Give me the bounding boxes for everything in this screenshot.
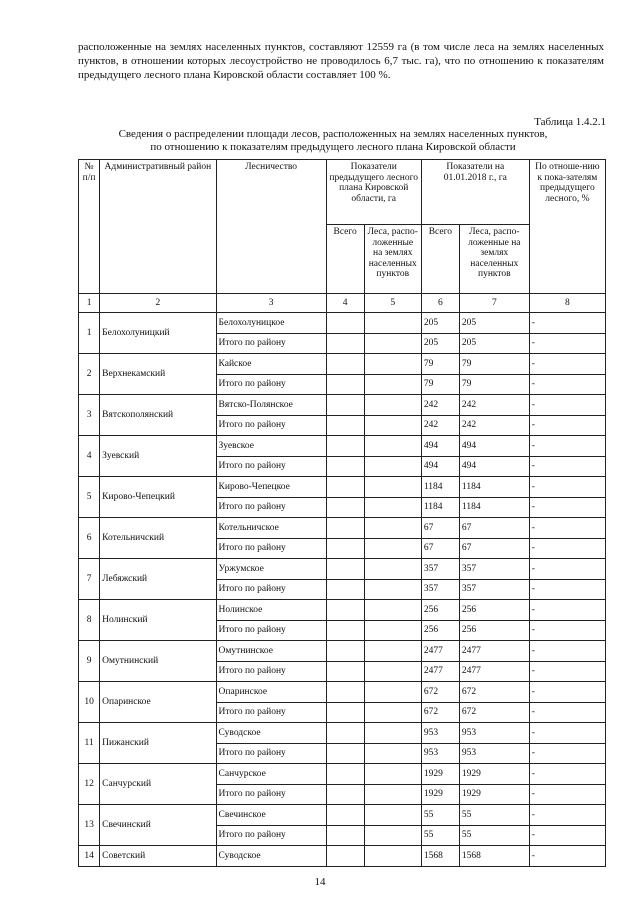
row-forestry: Котельничское xyxy=(216,518,326,539)
itogo-prev-total xyxy=(326,579,364,600)
row-number: 3 xyxy=(79,395,100,436)
itogo-cur-total: 67 xyxy=(421,538,459,559)
row-prev-settlement xyxy=(364,600,421,621)
row-prev-settlement xyxy=(364,559,421,580)
row-number: 1 xyxy=(79,313,100,354)
row-cur-total: 953 xyxy=(421,723,459,744)
itogo-ratio: - xyxy=(529,743,605,764)
itogo-label: Итого по району xyxy=(216,456,326,477)
itogo-prev-total xyxy=(326,374,364,395)
row-district: Белохолуницкий xyxy=(100,313,216,354)
itogo-prev-total xyxy=(326,661,364,682)
itogo-prev-settlement xyxy=(364,415,421,436)
itogo-ratio: - xyxy=(529,620,605,641)
row-prev-settlement xyxy=(364,354,421,375)
itogo-prev-settlement xyxy=(364,620,421,641)
table-row xyxy=(79,641,606,662)
itogo-ratio: - xyxy=(529,374,605,395)
col-number: 5 xyxy=(364,294,421,313)
itogo-cur-settlement: 357 xyxy=(459,579,529,600)
header-prev-settlement: Леса, распо-ложенные на землях населенных пунктов xyxy=(364,225,421,294)
itogo-prev-settlement xyxy=(364,333,421,354)
row-prev-total xyxy=(326,682,364,703)
row-ratio: - xyxy=(529,846,605,867)
row-prev-settlement xyxy=(364,641,421,662)
itogo-label: Итого по району xyxy=(216,333,326,354)
row-cur-total: 1568 xyxy=(421,846,459,867)
itogo-prev-total xyxy=(326,497,364,518)
row-ratio: - xyxy=(529,518,605,539)
itogo-label: Итого по району xyxy=(216,538,326,559)
row-forestry: Зуевское xyxy=(216,436,326,457)
table-row xyxy=(79,764,606,785)
col-number: 6 xyxy=(421,294,459,313)
row-district: Нолинский xyxy=(100,600,216,641)
column-numbers-row xyxy=(79,294,606,313)
itogo-prev-total xyxy=(326,456,364,477)
row-cur-settlement: 256 xyxy=(459,600,529,621)
row-district: Опаринское xyxy=(100,682,216,723)
itogo-ratio: - xyxy=(529,415,605,436)
row-district: Лебяжский xyxy=(100,559,216,600)
table-body xyxy=(79,313,606,846)
row-ratio: - xyxy=(529,764,605,785)
table-row xyxy=(79,600,606,621)
itogo-label: Итого по району xyxy=(216,702,326,723)
itogo-prev-settlement xyxy=(364,579,421,600)
itogo-cur-total: 242 xyxy=(421,415,459,436)
forest-area-table xyxy=(78,159,606,867)
row-cur-settlement: 1568 xyxy=(459,846,529,867)
row-forestry: Кирово-Чепецкое xyxy=(216,477,326,498)
row-cur-total: 79 xyxy=(421,354,459,375)
itogo-label: Итого по району xyxy=(216,415,326,436)
row-cur-settlement: 953 xyxy=(459,723,529,744)
itogo-ratio: - xyxy=(529,784,605,805)
itogo-label: Итого по району xyxy=(216,784,326,805)
itogo-cur-settlement: 79 xyxy=(459,374,529,395)
row-cur-settlement: 672 xyxy=(459,682,529,703)
table-row xyxy=(79,395,606,416)
row-prev-settlement xyxy=(364,518,421,539)
row-cur-settlement: 494 xyxy=(459,436,529,457)
itogo-label: Итого по району xyxy=(216,497,326,518)
row-forestry: Свечинское xyxy=(216,805,326,826)
intro-paragraph: расположенные на землях населенных пунктов, составляют 12559 га (в том числе леса на землях населенных пунктов, в отношении которых лесоустройство не проводилось 6,7 тыс. га), что по отношению к показателям предыдущего лесного плана Кировской области составляет 100 %. xyxy=(78,41,604,81)
col-number: 2 xyxy=(100,294,216,313)
col-number: 7 xyxy=(459,294,529,313)
row-cur-total: 2477 xyxy=(421,641,459,662)
itogo-cur-total: 79 xyxy=(421,374,459,395)
itogo-prev-total xyxy=(326,333,364,354)
row-cur-total: 67 xyxy=(421,518,459,539)
col-number: 1 xyxy=(79,294,100,313)
table-row xyxy=(79,354,606,375)
table-row xyxy=(79,436,606,457)
itogo-prev-settlement xyxy=(364,825,421,846)
row-district: Вятскополянский xyxy=(100,395,216,436)
row-cur-total: 672 xyxy=(421,682,459,703)
itogo-label: Итого по району xyxy=(216,579,326,600)
row-prev-settlement xyxy=(364,682,421,703)
itogo-cur-settlement: 1184 xyxy=(459,497,529,518)
row-cur-settlement: 55 xyxy=(459,805,529,826)
header-prev-total: Всего xyxy=(326,225,364,294)
row-number: 12 xyxy=(79,764,100,805)
row-cur-settlement: 79 xyxy=(459,354,529,375)
caption-line-1: Сведения о распределении площади лесов, расположенных на землях населенных пунктов, xyxy=(118,128,548,140)
page-number: 14 xyxy=(314,876,326,888)
row-district: Пижанский xyxy=(100,723,216,764)
row-number: 10 xyxy=(79,682,100,723)
row-prev-total xyxy=(326,641,364,662)
header-forestry: Лесничество xyxy=(216,160,326,294)
row-cur-total: 55 xyxy=(421,805,459,826)
row-ratio: - xyxy=(529,559,605,580)
itogo-cur-total: 1184 xyxy=(421,497,459,518)
itogo-ratio: - xyxy=(529,825,605,846)
itogo-cur-total: 672 xyxy=(421,702,459,723)
itogo-ratio: - xyxy=(529,538,605,559)
row-number: 14 xyxy=(79,846,100,867)
row-prev-total xyxy=(326,313,364,334)
row-prev-settlement xyxy=(364,764,421,785)
row-prev-total xyxy=(326,723,364,744)
row-prev-total xyxy=(326,600,364,621)
row-ratio: - xyxy=(529,682,605,703)
itogo-prev-total xyxy=(326,825,364,846)
table-row xyxy=(79,559,606,580)
row-forestry: Белохолуницкое xyxy=(216,313,326,334)
row-forestry: Опаринское xyxy=(216,682,326,703)
itogo-prev-total xyxy=(326,702,364,723)
itogo-cur-settlement: 67 xyxy=(459,538,529,559)
itogo-cur-settlement: 205 xyxy=(459,333,529,354)
row-forestry: Нолинское xyxy=(216,600,326,621)
row-number: 2 xyxy=(79,354,100,395)
row-forestry: Санчурское xyxy=(216,764,326,785)
row-prev-settlement xyxy=(364,436,421,457)
row-forestry: Уржумское xyxy=(216,559,326,580)
row-ratio: - xyxy=(529,805,605,826)
table-row xyxy=(79,682,606,703)
row-prev-total xyxy=(326,559,364,580)
row-ratio: - xyxy=(529,436,605,457)
itogo-cur-settlement: 494 xyxy=(459,456,529,477)
itogo-ratio: - xyxy=(529,661,605,682)
row-district: Санчурский xyxy=(100,764,216,805)
row-cur-settlement: 357 xyxy=(459,559,529,580)
row-ratio: - xyxy=(529,477,605,498)
itogo-cur-settlement: 256 xyxy=(459,620,529,641)
row-district: Зуевский xyxy=(100,436,216,477)
itogo-cur-total: 55 xyxy=(421,825,459,846)
row-cur-settlement: 2477 xyxy=(459,641,529,662)
itogo-cur-settlement: 953 xyxy=(459,743,529,764)
row-prev-total xyxy=(326,764,364,785)
col-number: 3 xyxy=(216,294,326,313)
header-num: № п/п xyxy=(79,160,100,294)
row-number: 8 xyxy=(79,600,100,641)
col-number: 8 xyxy=(529,294,605,313)
itogo-prev-settlement xyxy=(364,374,421,395)
row-district: Свечинский xyxy=(100,805,216,846)
row-number: 7 xyxy=(79,559,100,600)
itogo-prev-settlement xyxy=(364,661,421,682)
table-row xyxy=(79,477,606,498)
itogo-cur-total: 494 xyxy=(421,456,459,477)
header-cur-settlement: Леса, распо-ложенные на землях населенных пунктов xyxy=(459,225,529,294)
row-forestry: Суводское xyxy=(216,846,326,867)
row-prev-total xyxy=(326,354,364,375)
itogo-ratio: - xyxy=(529,702,605,723)
row-prev-total xyxy=(326,436,364,457)
row-prev-total xyxy=(326,477,364,498)
row-prev-total xyxy=(326,518,364,539)
row-number: 5 xyxy=(79,477,100,518)
itogo-cur-settlement: 242 xyxy=(459,415,529,436)
row-prev-settlement xyxy=(364,313,421,334)
table-caption xyxy=(60,128,606,154)
itogo-cur-total: 1929 xyxy=(421,784,459,805)
row-ratio: - xyxy=(529,313,605,334)
itogo-label: Итого по району xyxy=(216,743,326,764)
itogo-cur-total: 953 xyxy=(421,743,459,764)
row-cur-total: 494 xyxy=(421,436,459,457)
row-prev-total xyxy=(326,395,364,416)
row-district: Верхнекамский xyxy=(100,354,216,395)
table-row xyxy=(79,313,606,334)
row-cur-total: 357 xyxy=(421,559,459,580)
itogo-prev-total xyxy=(326,743,364,764)
row-district: Советский xyxy=(100,846,216,867)
row-forestry: Омутнинское xyxy=(216,641,326,662)
row-cur-total: 205 xyxy=(421,313,459,334)
header-prev-plan: Показатели предыдущего лесного плана Кировской области, га xyxy=(326,160,421,225)
header-district: Административный район xyxy=(100,160,216,294)
row-prev-settlement xyxy=(364,846,421,867)
row-number: 13 xyxy=(79,805,100,846)
itogo-ratio: - xyxy=(529,456,605,477)
header-cur-total: Всего xyxy=(421,225,459,294)
itogo-ratio: - xyxy=(529,333,605,354)
row-number: 6 xyxy=(79,518,100,559)
header-ratio: По отноше-нию к пока-зателям предыдущего лесного, % xyxy=(529,160,605,294)
itogo-prev-settlement xyxy=(364,702,421,723)
row-cur-total: 256 xyxy=(421,600,459,621)
row-prev-total xyxy=(326,846,364,867)
itogo-cur-total: 205 xyxy=(421,333,459,354)
itogo-prev-total xyxy=(326,784,364,805)
row-prev-total xyxy=(326,805,364,826)
itogo-cur-total: 357 xyxy=(421,579,459,600)
table-row xyxy=(79,846,606,867)
row-prev-settlement xyxy=(364,805,421,826)
row-prev-settlement xyxy=(364,395,421,416)
row-cur-settlement: 1929 xyxy=(459,764,529,785)
row-ratio: - xyxy=(529,723,605,744)
table-number: Таблица 1.4.2.1 xyxy=(534,116,606,128)
row-cur-settlement: 242 xyxy=(459,395,529,416)
itogo-prev-total xyxy=(326,620,364,641)
itogo-prev-settlement xyxy=(364,743,421,764)
itogo-prev-settlement xyxy=(364,784,421,805)
row-district: Котельничский xyxy=(100,518,216,559)
table-row xyxy=(79,805,606,826)
table-last-row-group xyxy=(79,846,606,867)
header-current: Показатели на 01.01.2018 г., га xyxy=(421,160,529,225)
itogo-label: Итого по району xyxy=(216,825,326,846)
itogo-prev-total xyxy=(326,415,364,436)
itogo-ratio: - xyxy=(529,579,605,600)
itogo-cur-settlement: 1929 xyxy=(459,784,529,805)
itogo-label: Итого по району xyxy=(216,374,326,395)
row-forestry: Вятско-Полянское xyxy=(216,395,326,416)
itogo-ratio: - xyxy=(529,497,605,518)
itogo-prev-settlement xyxy=(364,456,421,477)
row-cur-settlement: 1184 xyxy=(459,477,529,498)
itogo-cur-settlement: 2477 xyxy=(459,661,529,682)
row-cur-total: 1184 xyxy=(421,477,459,498)
row-number: 4 xyxy=(79,436,100,477)
row-ratio: - xyxy=(529,354,605,375)
row-prev-settlement xyxy=(364,477,421,498)
row-forestry: Кайское xyxy=(216,354,326,375)
row-prev-settlement xyxy=(364,723,421,744)
row-ratio: - xyxy=(529,641,605,662)
row-cur-total: 242 xyxy=(421,395,459,416)
itogo-cur-settlement: 672 xyxy=(459,702,529,723)
row-cur-settlement: 67 xyxy=(459,518,529,539)
row-cur-total: 1929 xyxy=(421,764,459,785)
itogo-prev-settlement xyxy=(364,538,421,559)
row-number: 9 xyxy=(79,641,100,682)
row-forestry: Суводское xyxy=(216,723,326,744)
itogo-cur-total: 2477 xyxy=(421,661,459,682)
itogo-cur-settlement: 55 xyxy=(459,825,529,846)
row-district: Кирово-Чепецкий xyxy=(100,477,216,518)
col-number: 4 xyxy=(326,294,364,313)
table-row xyxy=(79,518,606,539)
row-number: 11 xyxy=(79,723,100,764)
table-row xyxy=(79,723,606,744)
itogo-prev-settlement xyxy=(364,497,421,518)
caption-line-2: по отношению к показателям предыдущего лесного плана Кировской области xyxy=(150,141,516,153)
row-cur-settlement: 205 xyxy=(459,313,529,334)
row-ratio: - xyxy=(529,600,605,621)
itogo-prev-total xyxy=(326,538,364,559)
itogo-label: Итого по району xyxy=(216,661,326,682)
row-district: Омутнинский xyxy=(100,641,216,682)
row-ratio: - xyxy=(529,395,605,416)
itogo-cur-total: 256 xyxy=(421,620,459,641)
itogo-label: Итого по району xyxy=(216,620,326,641)
